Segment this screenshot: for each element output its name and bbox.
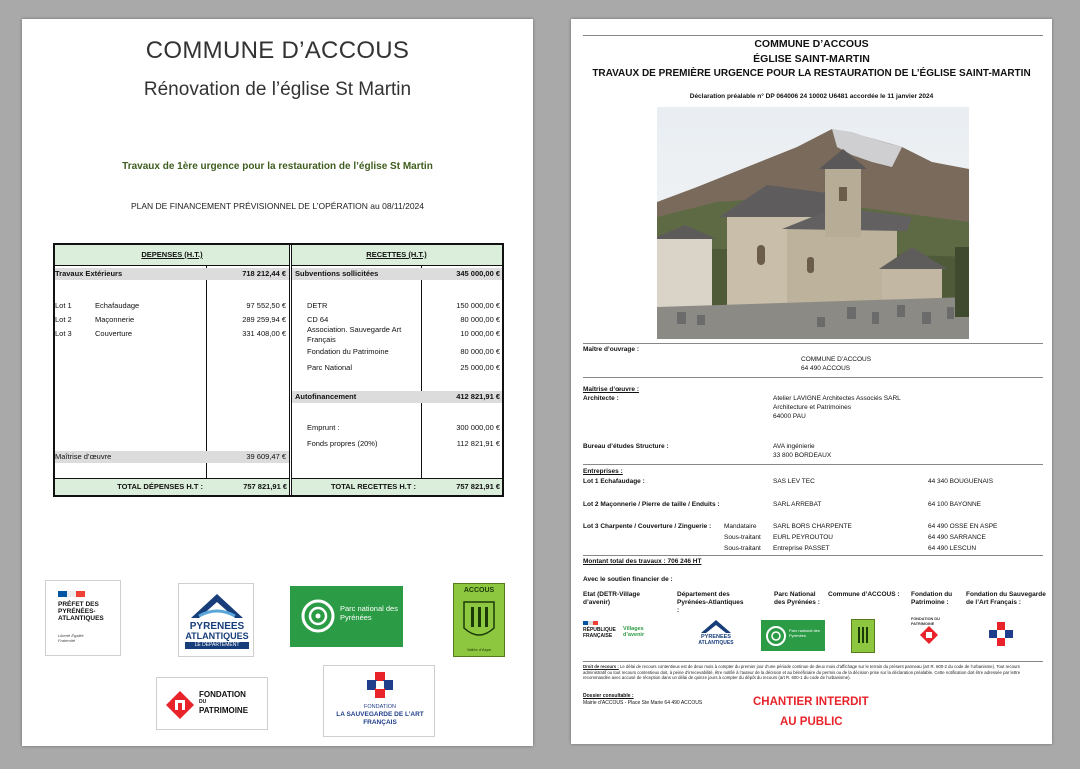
total-depenses-label: TOTAL DÉPENSES H.T : — [117, 482, 203, 491]
subvention-name: Parc National — [307, 363, 353, 372]
autofin-value: 112 821,91 € — [456, 439, 500, 448]
fondation-patrimoine-logo: FONDATION DU PATRIMOINE — [156, 677, 268, 730]
dossier-label: Dossier consultable : — [583, 693, 634, 699]
lot3-company: Entreprise PASSET — [773, 545, 830, 552]
mountain-icon — [179, 588, 255, 624]
lot1-city: 44 340 BOUGUENAIS — [928, 478, 994, 485]
lot-value: 289 259,94 € — [242, 315, 286, 324]
architecte-name: Atelier LAVIGNE Architectes Associés SARL — [773, 395, 901, 402]
autofin-name: Emprunt : — [307, 423, 340, 432]
declaration: Déclaration préalable n° DP 064006 24 10002 U6481 accordée le 11 janvier 2024 — [689, 93, 934, 100]
lot3-city: 64 490 OSSE EN ASPE — [928, 523, 998, 530]
bet-city: 33 800 BORDEAUX — [773, 452, 832, 459]
parc-small-logo: Parc national des Pyrénées — [761, 620, 825, 651]
keys-small-icon — [852, 620, 874, 652]
autofinancement-value: 412 821,91 € — [456, 392, 500, 401]
lot-number: Lot 3 — [55, 329, 72, 338]
autofin-name: Fonds propres (20%) — [307, 439, 378, 448]
dossier-text: Mairie d’ACCOUS - Place Ste Marie 64 490 ACCOUS — [583, 700, 703, 706]
architecte-city: 64000 PAU — [773, 413, 806, 420]
moe-label: Maîtrise d’œuvre : — [583, 386, 639, 393]
entreprises-label: Entreprises : — [583, 468, 623, 475]
lot-number: Lot 1 — [55, 301, 72, 310]
lot3-role: Sous-traitant — [724, 545, 761, 552]
droit-recours-label: Droit de recours : — [583, 664, 619, 669]
total-recettes-label: TOTAL RECETTES H.T : — [330, 482, 416, 491]
subvention-value: 80 000,00 € — [460, 347, 500, 356]
architecte-label: Architecte : — [583, 395, 619, 402]
architecte-line: Architecture et Patrimoines — [773, 404, 852, 411]
lot2-city: 64 100 BAYONNE — [928, 501, 981, 508]
lot3-role: Sous-traitant — [724, 534, 761, 541]
works-title: Travaux de 1ère urgence pour la restauration de l’église St Martin — [122, 161, 433, 172]
lot-name: Echafaudage — [95, 301, 140, 310]
sauvegarde-cross-icon — [365, 670, 395, 700]
lot3-city: 64 490 SARRANCE — [928, 534, 986, 541]
subvention-value: 10 000,00 € — [460, 329, 500, 338]
prefet-logo: PRÉFET DES PYRÉNÉES- ATLANTIQUES Liberté Égalité Fraternité — [45, 580, 121, 656]
travaux-label: Travaux Extérieurs — [55, 269, 123, 278]
sauvegarde-art-logo: FONDATION LA SAUVEGARDE DE L’ART FRANÇAIS — [323, 665, 435, 737]
church-photo — [657, 107, 969, 339]
autofinancement-label: Autofinancement — [295, 392, 357, 401]
notice-travaux: TRAVAUX DE PREMIÈRE URGENCE POUR LA RESTAURATION DE L’ÉGLISE SAINT-MARTIN — [592, 68, 1031, 79]
republique-francaise-logo: RÉPUBLIQUE FRANÇAISE Villages d’avenir — [583, 619, 663, 651]
fondation-small-icon — [919, 625, 939, 645]
maitrise-value: 39 609,47 € — [246, 452, 286, 461]
au-public: AU PUBLIC — [780, 716, 843, 728]
maitrise-label: Maîtrise d’œuvre — [55, 452, 112, 461]
departement-logo: PYRENEES ATLANTIQUES LE DÉPARTEMENT — [178, 583, 254, 657]
funder-label: Commune d’ACCOUS : — [828, 591, 900, 598]
funder-label: Fondation du Sauvegarde de l’Art Français : — [966, 591, 1046, 606]
subvention-name: CD 64 — [307, 315, 329, 324]
notice-eglise: ÉGLISE SAINT-MARTIN — [753, 53, 870, 65]
mo-address: 64 490 ACCOUS — [801, 365, 851, 372]
fondation-diamond-icon — [165, 690, 195, 720]
bet-name: AVA ingénierie — [773, 443, 815, 450]
lot-number: Lot 2 — [55, 315, 72, 324]
mountain-small-icon — [695, 617, 737, 635]
site-notice-page — [571, 19, 1052, 744]
parc-small-spiral-icon — [764, 624, 788, 648]
subvention-value: 25 000,00 € — [460, 363, 500, 372]
renovation-subtitle: Rénovation de l’église St Martin — [143, 79, 412, 100]
financing-table — [53, 243, 504, 497]
soutien-label: Avec le soutien financier de : — [583, 576, 673, 583]
lot1-label: Lot 1 Echafaudage : — [583, 478, 645, 485]
parc-spiral-icon — [298, 596, 338, 636]
commune-title: COMMUNE D’ACCOUS — [145, 37, 410, 64]
lot-value: 97 552,50 € — [246, 301, 286, 310]
accous-small-logo — [851, 619, 875, 653]
lot3-role: Mandataire — [724, 523, 757, 530]
funder-label: Département des Pyrénées-Atlantiques : — [677, 591, 744, 614]
sauvegarde-small-icon — [988, 621, 1014, 647]
subventions-value: 345 000,00 € — [456, 269, 500, 278]
funder-label: Fondation du Patrimoine : — [911, 591, 953, 606]
accous-logo: ACCOUS Vallée d’Aspe — [453, 583, 505, 657]
total-depenses-value: 757 821,91 € — [243, 482, 287, 491]
lot3-company: EURL PEYROUTOU — [773, 534, 833, 541]
fondation-small-logo: FONDATION DU PATRIMOINE — [911, 617, 947, 651]
montant-total: Montant total des travaux : 706 246 HT — [583, 558, 702, 565]
subventions-label: Subventions sollicitées — [295, 269, 379, 278]
keys-icon — [454, 596, 504, 646]
lot2-company: SARL ARREBAT — [773, 501, 822, 508]
chantier-interdit: CHANTIER INTERDIT — [753, 696, 869, 708]
mo-name: COMMUNE D’ACCOUS — [801, 356, 872, 363]
lot-name: Maçonnerie — [95, 315, 135, 324]
lot3-company: SARL BORS CHARPENTE — [773, 523, 852, 530]
subvention-value: 150 000,00 € — [456, 301, 500, 310]
notice-commune: COMMUNE D’ACCOUS — [754, 38, 869, 50]
lot2-label: Lot 2 Maçonnerie / Pierre de taille / Enduits : — [583, 501, 720, 508]
depenses-header: DEPENSES (H.T.) — [55, 245, 289, 266]
lot3-label: Lot 3 Charpente / Couverture / Zinguerie : — [583, 523, 712, 530]
funder-label: Parc National des Pyrénées : — [774, 591, 820, 606]
mo-label: Maître d’ouvrage : — [583, 346, 639, 353]
autofin-value: 300 000,00 € — [456, 423, 500, 432]
travaux-value: 718 212,44 € — [242, 269, 286, 278]
recettes-header: RECETTES (H.T.) — [291, 245, 502, 266]
subvention-name: Fondation du Patrimoine — [307, 347, 389, 356]
financing-plan-page — [22, 19, 533, 746]
total-recettes-value: 757 821,91 € — [456, 482, 500, 491]
parc-national-logo: Parc national des Pyrénées — [290, 586, 403, 647]
bet-label: Bureau d’études Structure : — [583, 443, 669, 450]
droit-recours-text: Le délai de recours contentieux est de deux mois à compter du premier jour d’une période continue de deux mois d’affichage sur le terrain du présent panneau (art R. 600-2 du code de l’urbanisme). Tout recours administratif ou tout recours contentieux doit, à peine d’irrecevabilité, être notifié à l’auteur de la décision et au bénéficiaire du permis ou de la décision prise sur la déclaration préalable. Cette notification doit être adressée par lettre recommandée avec accusé de réception dans un délai de quinze jours à compter du dépôt du recours (art R. 600-1 du code de l’urbanisme). — [583, 664, 1021, 680]
lot-name: Couverture — [95, 329, 133, 338]
subvention-value: 80 000,00 € — [460, 315, 500, 324]
lot1-company: SAS LEV TEC — [773, 478, 815, 485]
lot3-city: 64 490 LESCUN — [928, 545, 977, 552]
subvention-name: Association. Sauvegarde Art Français — [307, 325, 402, 344]
departement-small-logo: PYRENEES ATLANTIQUES — [695, 617, 737, 651]
plan-title: PLAN DE FINANCEMENT PRÉVISIONNEL DE L’OPÉRATION au 08/11/2024 — [130, 201, 425, 211]
funder-label: Etat (DETR-Village d’avenir) — [583, 591, 640, 606]
subvention-name: DETR — [307, 301, 328, 310]
lot-value: 331 408,00 € — [242, 329, 286, 338]
